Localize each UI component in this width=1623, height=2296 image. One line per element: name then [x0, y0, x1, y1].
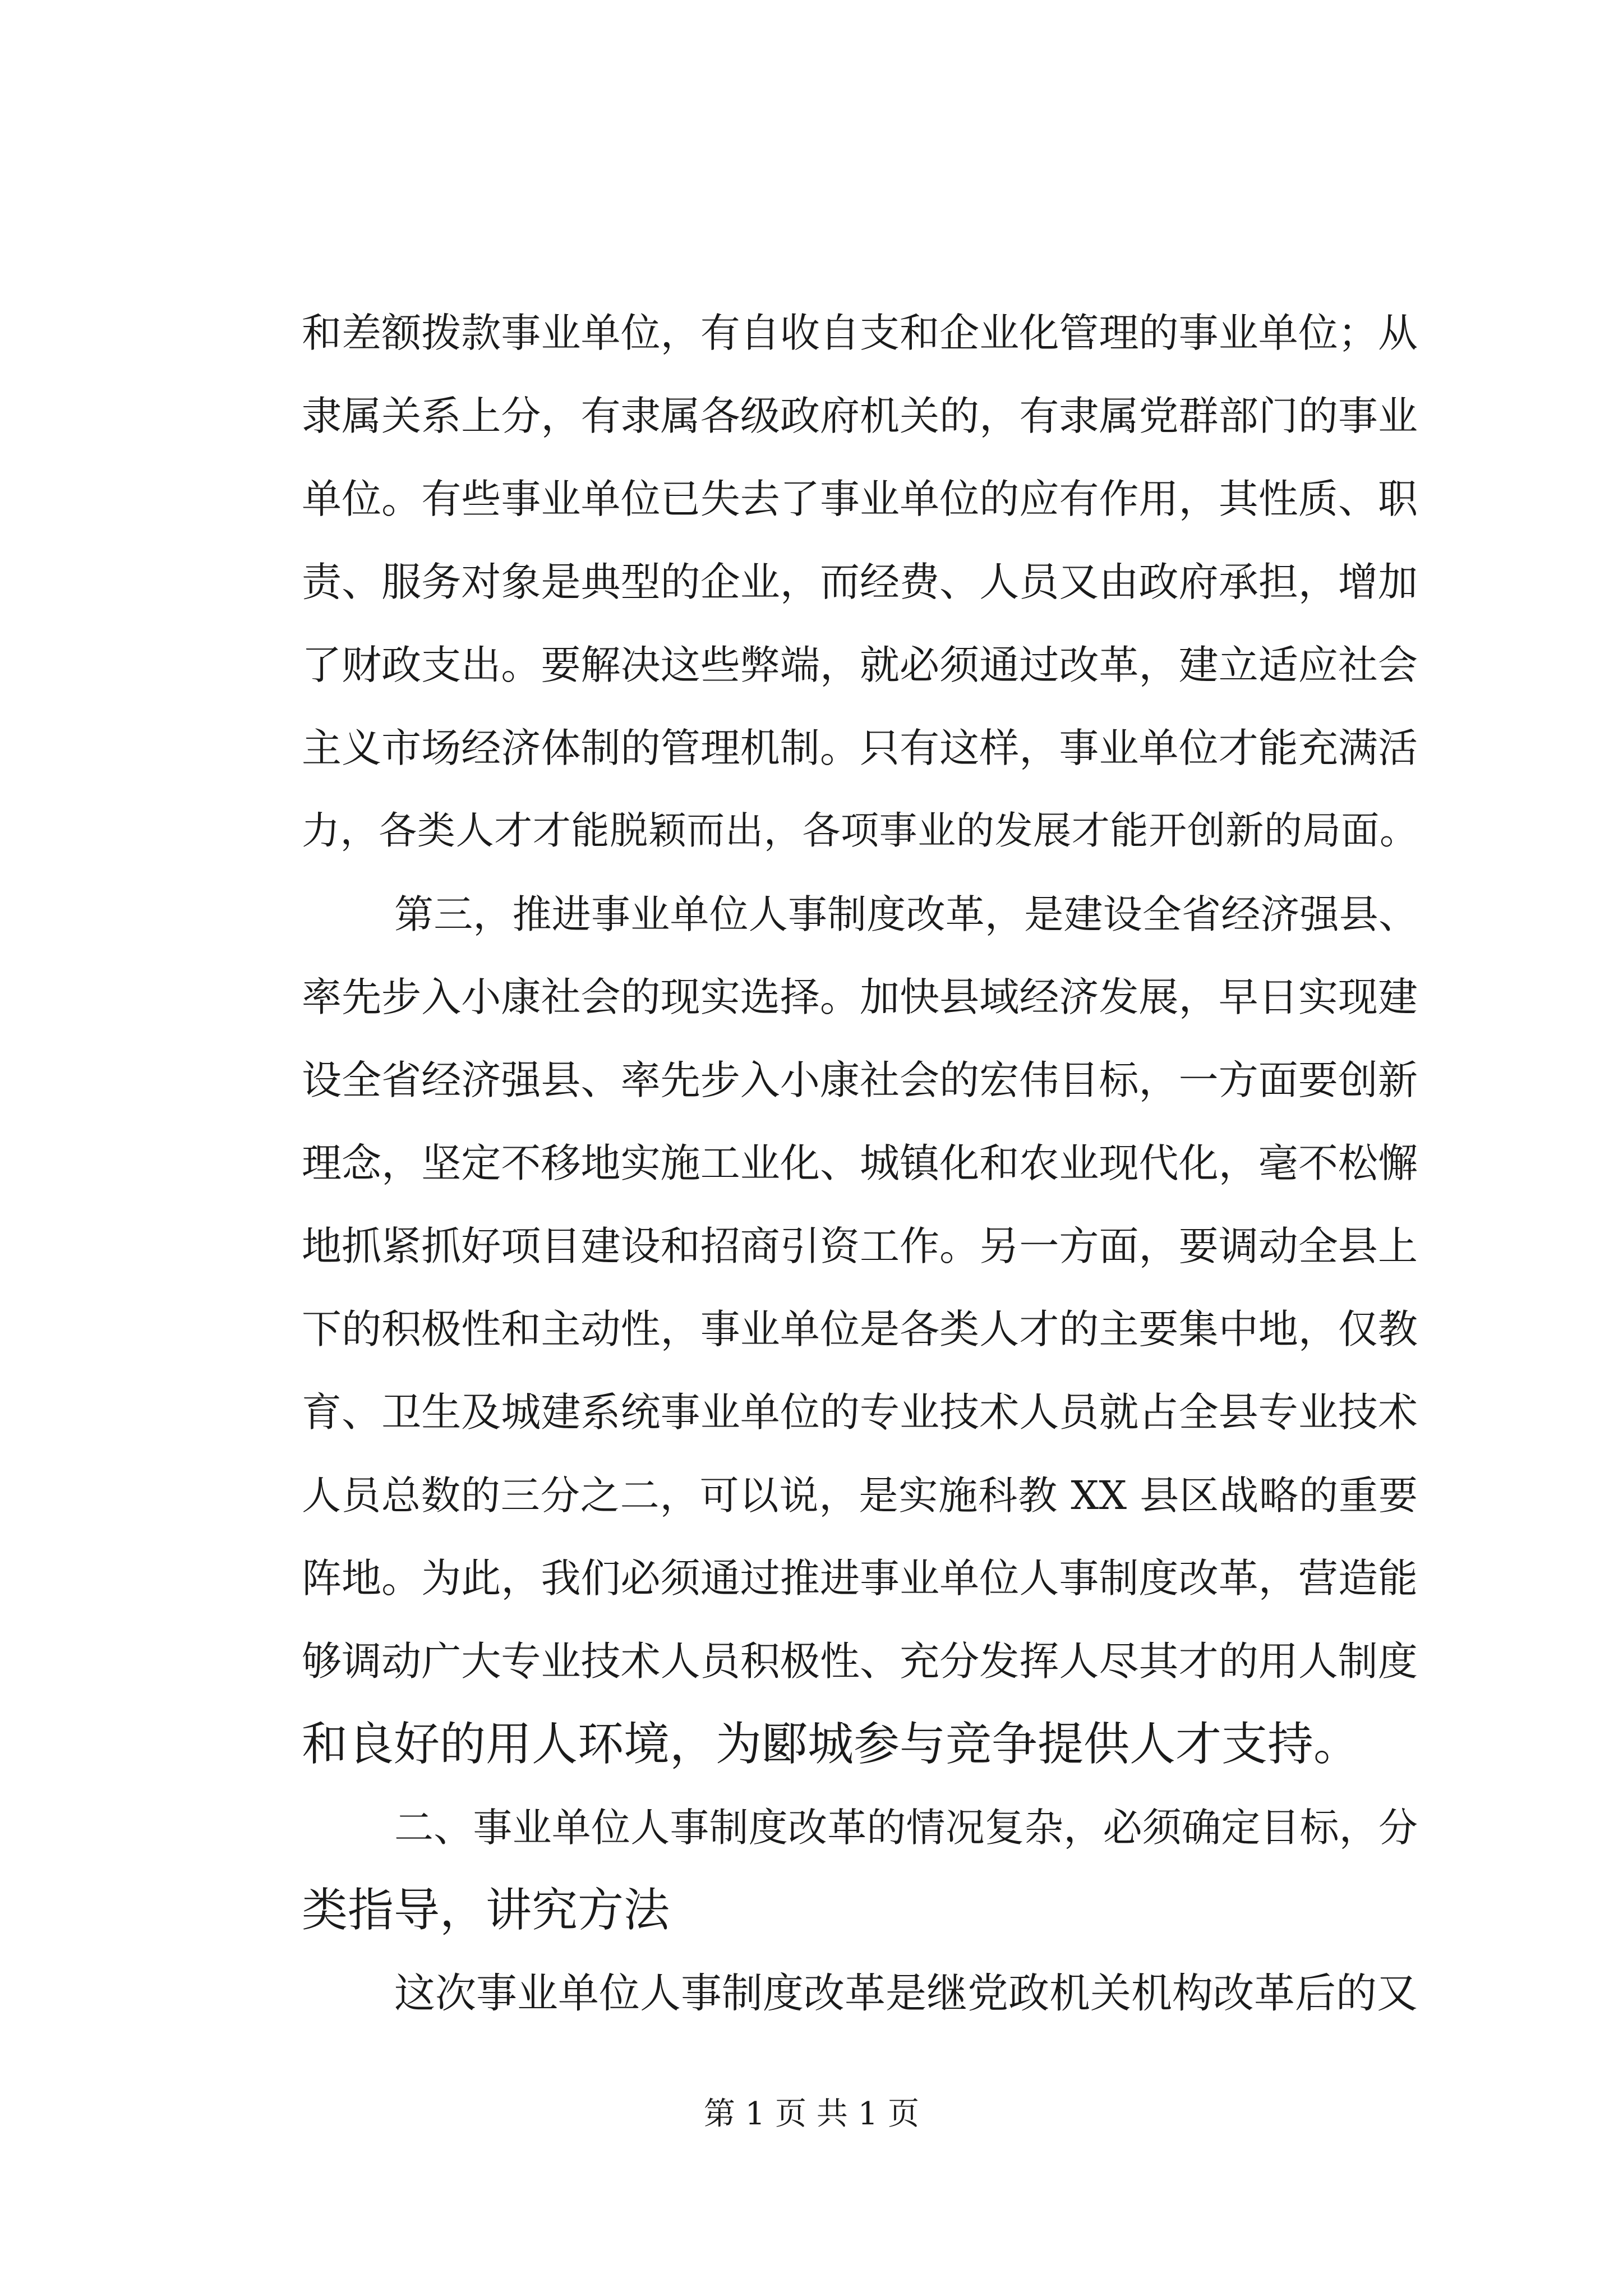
- text-line: 率先步入小康社会的现实选择。加快县域经济发展，早日实现建: [302, 974, 1418, 1020]
- text-line: 育、卫生及城建系统事业单位的专业技术人员就占全县专业技术: [302, 1389, 1418, 1435]
- page-footer: 第 1 页 共 1 页: [703, 2096, 920, 2132]
- text-line: 人员总数的三分之二，可以说，是实施科教 XX 县区战略的重要: [302, 1473, 1418, 1519]
- body-text: [302, 292, 1418, 2035]
- text-line: 理念，坚定不移地实施工业化、城镇化和农业现代化，毫不松懈: [302, 1140, 1418, 1186]
- text-line: 下的积极性和主动性，事业单位是各类人才的主要集中地，仅教: [302, 1306, 1418, 1352]
- text-line: 隶属关系上分，有隶属各级政府机关的，有隶属党群部门的事业: [302, 393, 1418, 439]
- text-line: 责、服务对象是典型的企业，而经费、人员又由政府承担，增加: [302, 559, 1418, 605]
- text-line: 类指导，讲究方法: [302, 1884, 670, 1937]
- text-line: 地抓紧抓好项目建设和招商引资工作。另一方面，要调动全县上: [302, 1223, 1418, 1269]
- text-line: 设全省经济强县、率先步入小康社会的宏伟目标，一方面要创新: [302, 1057, 1418, 1103]
- text-line: 单位。有些事业单位已失去了事业单位的应有作用，其性质、职: [302, 476, 1418, 522]
- text-line: 第三，推进事业单位人事制度改革，是建设全省经济强县、: [394, 891, 1418, 937]
- text-line: 和良好的用人环境，为郾城参与竞争提供人才支持。: [302, 1718, 1360, 1771]
- text-line: 了财政支出。要解决这些弊端，就必须通过改革，建立适应社会: [302, 642, 1418, 688]
- text-line: 够调动广大专业技术人员积极性、充分发挥人尽其才的用人制度: [302, 1638, 1418, 1685]
- text-line: 主义市场经济体制的管理机制。只有这样，事业单位才能充满活: [302, 725, 1418, 771]
- text-line: 阵地。为此，我们必须通过推进事业单位人事制度改革，营造能: [302, 1555, 1418, 1602]
- text-line: 力，各类人才才能脱颖而出，各项事业的发展才能开创新的局面。: [302, 809, 1418, 853]
- text-line: 和差额拨款事业单位，有自收自支和企业化管理的事业单位；从: [302, 310, 1418, 356]
- text-line: 这次事业单位人事制度改革是继党政机关机构改革后的又: [394, 1970, 1418, 2017]
- text-line: 二、事业单位人事制度改革的情况复杂，必须确定目标，分: [394, 1805, 1418, 1851]
